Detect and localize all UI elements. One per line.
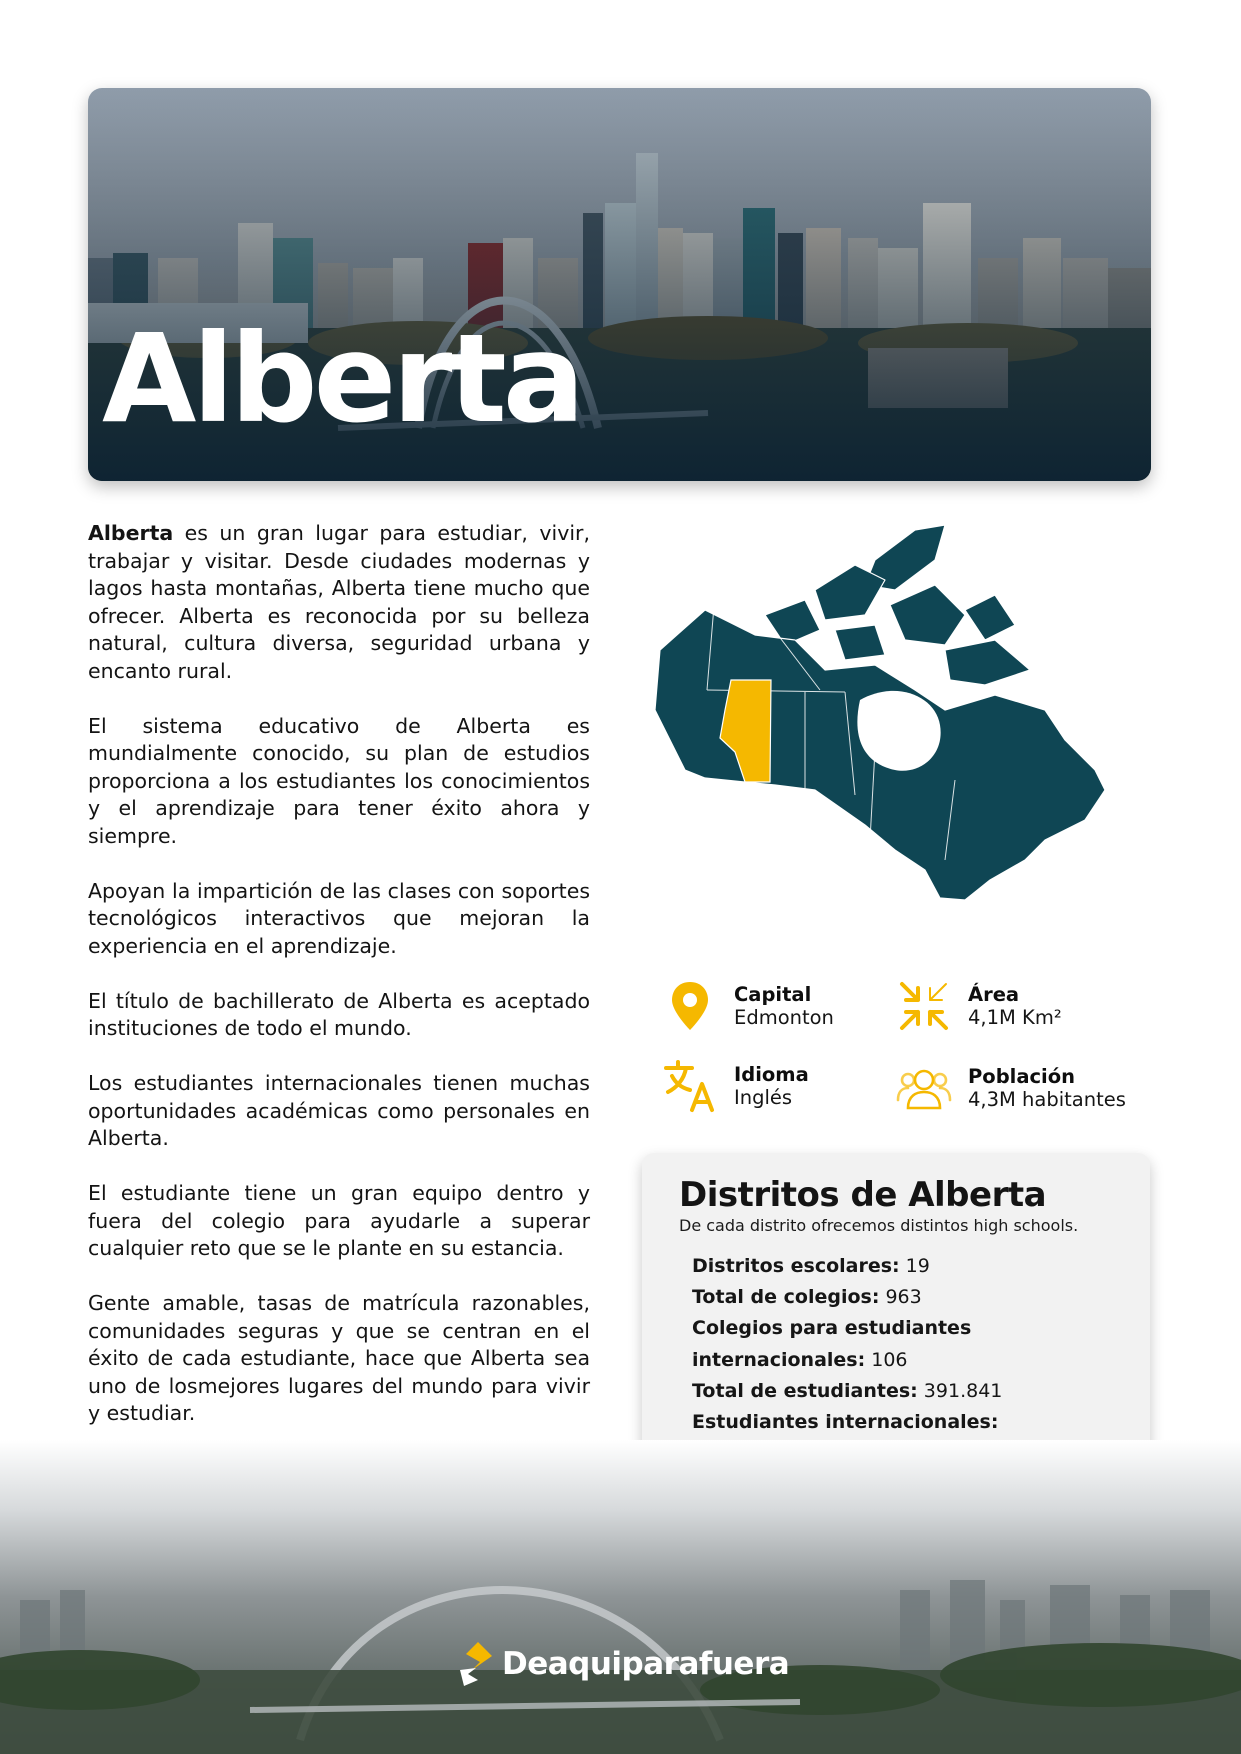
- brand-logo: [458, 1640, 789, 1688]
- footer-background-image: [0, 1440, 1241, 1754]
- translate-icon: [662, 1058, 718, 1114]
- paragraph: Gente amable, tasas de matrícula razonables, comunidades seguras y que se centran en el éxito de cada estudiante, hace que Alberta sea uno de losmejores lugares del mundo para vivir y estudiar.: [88, 1291, 590, 1425]
- fact-capital: [662, 978, 834, 1034]
- stat-row: [692, 1345, 1132, 1376]
- fact-label: Idioma: [734, 1063, 809, 1086]
- paragraph-text: es un gran lugar para estudiar, vivir, trabajar y visitar. Desde ciudades modernas y lagos hasta montañas, Alberta tiene mucho que ofrecer. Alberta es reconocida por su belleza natural, cultura diversa, seguridad urbana y encanto rural.: [88, 521, 590, 683]
- stat-value: 106: [865, 1348, 908, 1371]
- hero-banner: [88, 88, 1151, 481]
- hero-title: Alberta: [102, 308, 582, 450]
- fact-population: [896, 1060, 1126, 1116]
- fact-area: [896, 978, 1062, 1034]
- location-pin-icon: [662, 978, 718, 1034]
- districts-subtitle: De cada distrito ofrecemos distintos high schools.: [679, 1216, 1079, 1235]
- paragraph: Apoyan la impartición de las clases con soportes tecnológicos interactivos que mejoran la experiencia en el aprendizaje.: [88, 878, 590, 958]
- fact-value: Edmonton: [734, 1006, 834, 1029]
- fact-language: [662, 1058, 809, 1114]
- people-icon: [896, 1060, 952, 1116]
- stat-row: [692, 1313, 1132, 1344]
- canada-map-image: [645, 520, 1155, 950]
- districts-card: [642, 1153, 1150, 1461]
- stat-row: [692, 1376, 1132, 1407]
- fact-label: Capital: [734, 983, 812, 1006]
- fact-label: Población: [968, 1065, 1076, 1088]
- stat-row: [692, 1251, 1132, 1282]
- stat-label: internacionales:: [692, 1348, 866, 1371]
- stat-label: Total de estudiantes:: [692, 1379, 918, 1402]
- paragraph: El sistema educativo de Alberta es mundialmente conocido, su plan de estudios proporciona a los estudiantes los conocimientos y el aprendizaje para tener éxito ahora y siempre.: [88, 713, 590, 848]
- canada-map: [645, 520, 1155, 950]
- fact-value: Inglés: [734, 1086, 793, 1109]
- stat-label: Colegios para estudiantes: [692, 1317, 972, 1340]
- districts-title: Distritos de Alberta: [679, 1175, 1047, 1215]
- fact-label: Área: [968, 983, 1020, 1006]
- stat-value: 963: [879, 1286, 922, 1309]
- stat-label: Distritos escolares:: [692, 1255, 900, 1277]
- paragraph-lead: Alberta: [88, 521, 174, 545]
- stat-value: 391.841: [917, 1379, 1003, 1402]
- stat-row: [692, 1282, 1132, 1313]
- fact-value: 4,1M Km²: [968, 1006, 1062, 1029]
- paragraph: El título de bachillerato de Alberta es aceptado instituciones de todo el mundo.: [88, 988, 590, 1040]
- brand-name: Deaquiparafuera: [502, 1646, 790, 1682]
- stat-label: Estudiantes internacionales:: [692, 1411, 999, 1434]
- paragraph: El estudiante tiene un gran equipo dentro y fuera del colegio para ayudarle a superar cualquier reto que se le plante en su estancia.: [88, 1181, 590, 1260]
- description-text: [88, 520, 590, 1455]
- arrows-inward-icon: [896, 978, 952, 1034]
- brand-arrow-icon: [458, 1640, 494, 1688]
- footer-banner: [0, 1440, 1241, 1754]
- paragraph: [88, 520, 590, 685]
- fact-value: 4,3M habitantes: [968, 1088, 1126, 1111]
- stat-value: 19: [899, 1255, 930, 1277]
- paragraph: Los estudiantes internacionales tienen muchas oportunidades académicas como personales en Alberta.: [88, 1071, 590, 1150]
- districts-stats: [692, 1251, 1132, 1469]
- stat-label: Total de colegios:: [692, 1286, 880, 1309]
